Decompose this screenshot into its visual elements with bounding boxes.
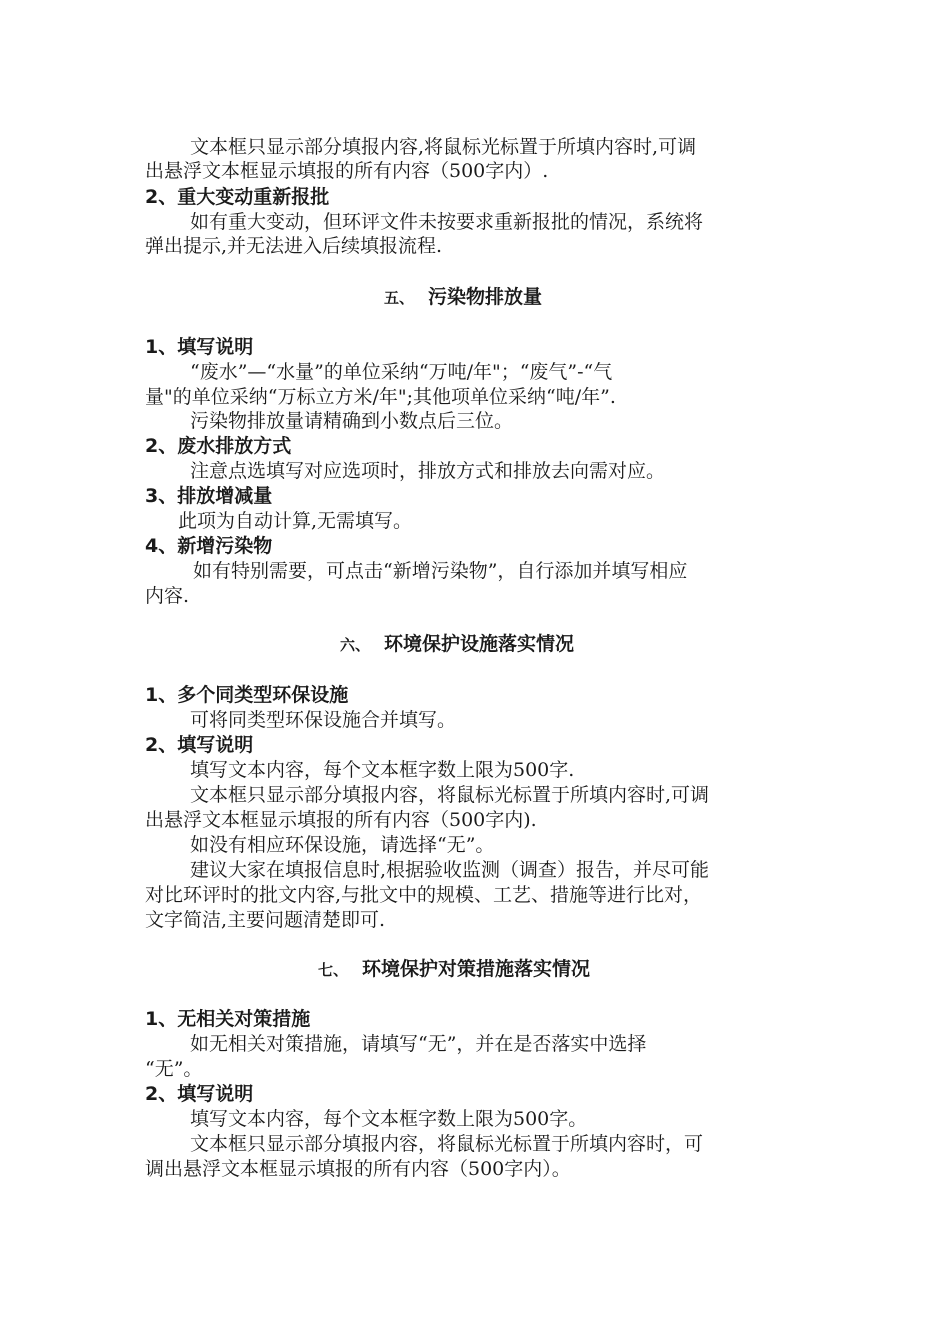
paragraph-line: “无”。 [145, 1058, 203, 1080]
paragraph-line: 弹出提示,并无法进入后续填报流程. [145, 235, 443, 257]
paragraph-line: 内容. [145, 585, 190, 607]
section-title: 环境保护设施落实情况 [384, 633, 575, 655]
subheading: 2、填写说明 [145, 734, 254, 756]
paragraph-line: 如有重大变动，但环评文件未按要求重新报批的情况，系统将 [190, 211, 704, 233]
paragraph-line: 注意点选填写对应选项时，排放方式和排放去向需对应。 [190, 460, 666, 482]
section-title: 环境保护对策措施落实情况 [362, 958, 591, 980]
paragraph-line: 可将同类型环保设施合并填写。 [190, 709, 457, 731]
subheading: 3、排放增减量 [145, 485, 273, 507]
paragraph-line: “废水”—“水量”的单位采纳“万吨/年"；“废气”-“气 [190, 361, 613, 383]
subheading: 1、无相关对策措施 [145, 1008, 311, 1030]
paragraph-line: 调出悬浮文本框显示填报的所有内容（500字内）。 [145, 1158, 571, 1180]
section-number: 五、 [384, 289, 415, 307]
paragraph-line: 文本框只显示部分填报内容,将鼠标光标置于所填内容时,可调 [190, 136, 697, 158]
section-number: 六、 [340, 636, 371, 654]
section-heading [318, 957, 590, 982]
section-number: 七、 [318, 961, 349, 979]
paragraph-line: 出悬浮文本框显示填报的所有内容（500字内）. [145, 160, 549, 182]
paragraph-line: 如无相关对策措施，请填写“无”，并在是否落实中选择 [190, 1033, 647, 1055]
subheading: 1、多个同类型环保设施 [145, 684, 349, 706]
paragraph-line: 建议大家在填报信息时,根据验收监测（调查）报告，并尽可能 [190, 859, 710, 881]
paragraph-line: 此项为自动计算,无需填写。 [178, 510, 413, 532]
section-heading [384, 285, 542, 310]
paragraph-line: 如有特别需要，可点击“新增污染物”，自行添加并填写相应 [193, 560, 688, 582]
paragraph-line: 文字简洁,主要问题清楚即可. [145, 909, 386, 931]
subheading: 4、新增污染物 [145, 535, 273, 557]
paragraph-line: 填写文本内容，每个文本框字数上限为500字。 [190, 1108, 588, 1130]
paragraph-line: 污染物排放量请精确到小数点后三位。 [190, 410, 514, 432]
subheading: 2、废水排放方式 [145, 435, 292, 457]
subheading: 2、重大变动重新报批 [145, 186, 330, 208]
paragraph-line: 文本框只显示部分填报内容，将鼠标光标置于所填内容时，可 [190, 1133, 704, 1155]
paragraph-line: 填写文本内容，每个文本框字数上限为500字. [190, 759, 575, 781]
paragraph-line: 出悬浮文本框显示填报的所有内容（500字内). [145, 809, 537, 831]
paragraph-line: 如没有相应环保设施，请选择“无”。 [190, 834, 495, 856]
paragraph-line: 文本框只显示部分填报内容，将鼠标光标置于所填内容时,可调 [190, 784, 710, 806]
paragraph-line: 对比环评时的批文内容,与批文中的规模、工艺、措施等进行比对， [145, 884, 703, 906]
subheading: 1、填写说明 [145, 336, 254, 358]
section-heading [340, 632, 574, 657]
paragraph-line: 量"的单位采纳“万标立方米/年";其他项单位采纳“吨/年”. [145, 386, 616, 408]
section-title: 污染物排放量 [428, 286, 543, 308]
subheading: 2、填写说明 [145, 1083, 254, 1105]
